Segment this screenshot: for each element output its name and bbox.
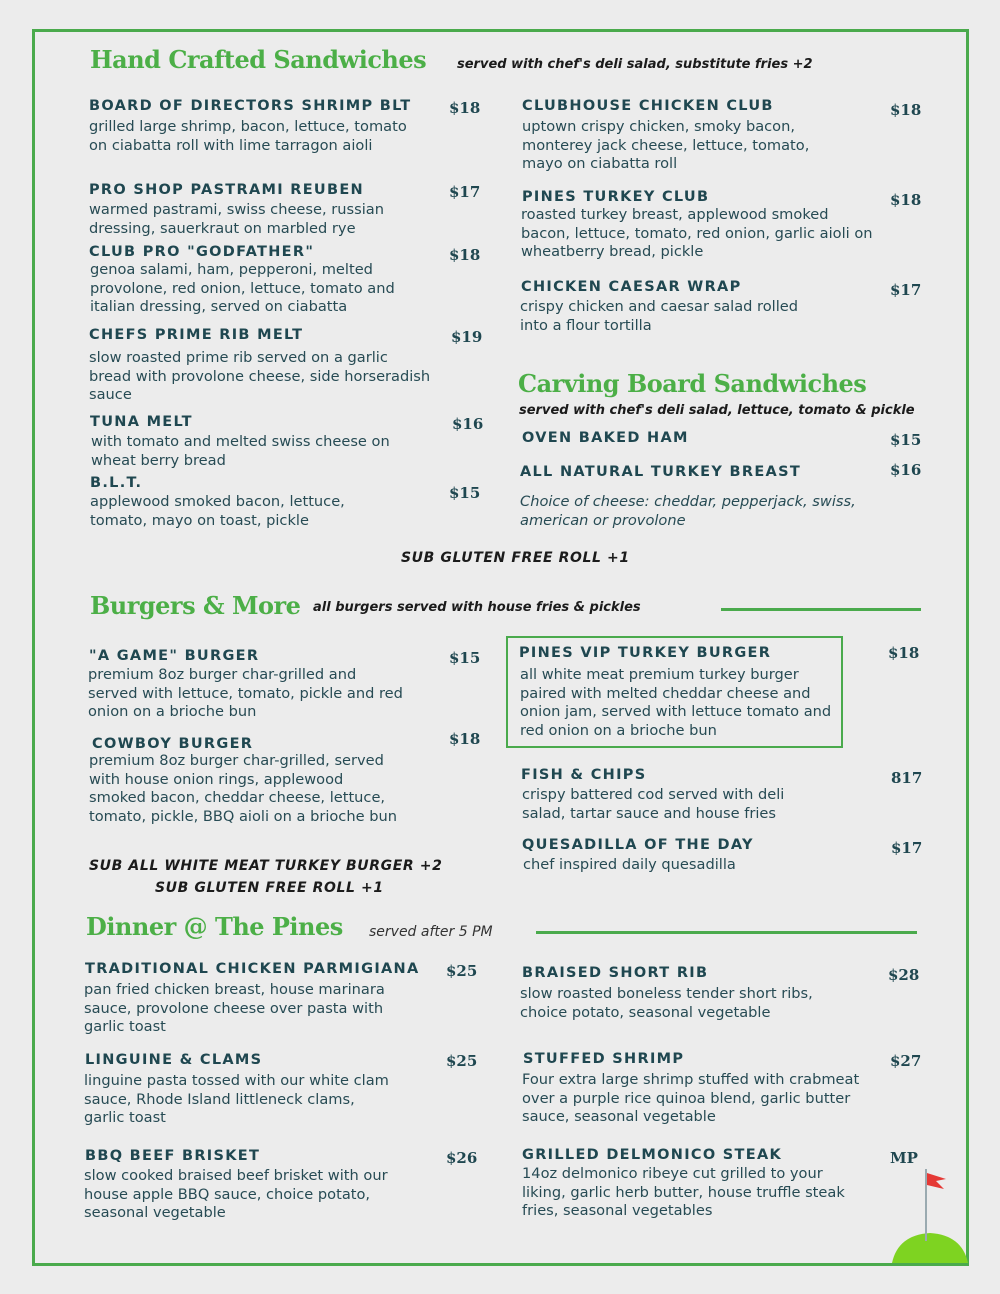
item-description: slow cooked braised beef brisket with our house apple BBQ sauce, choice potato, seasonal vegetable (84, 1167, 388, 1221)
item-name: OVEN BAKED HAM (522, 430, 689, 446)
item-description: Four extra large shrimp stuffed with crabmeat over a purple rice quinoa blend, garlic butter sauce, seasonal vegetable (522, 1071, 860, 1125)
item-description: roasted turkey breast, applewood smoked bacon, lettuce, tomato, red onion, garlic aioli on wheatberry bread, pickle (521, 206, 873, 260)
item-description: genoa salami, ham, pepperoni, melted provolone, red onion, lettuce, tomato and italian dressing, served on ciabatta (90, 261, 395, 315)
section-title-carving: Carving Board Sandwiches (518, 369, 867, 398)
gluten-free-note: SUB GLUTEN FREE ROLL +1 (401, 550, 630, 566)
section-subtitle-sandwiches: served with chef's deli salad, substitute fries +2 (457, 57, 813, 72)
item-price: $19 (451, 328, 483, 346)
item-name: "A GAME" BURGER (89, 648, 260, 664)
item-price: $18 (890, 101, 922, 119)
item-price: $25 (446, 1052, 478, 1070)
item-price: 817 (891, 769, 923, 787)
item-description: chef inspired daily quesadilla (523, 856, 736, 873)
turkey-substitute-note: SUB ALL WHITE MEAT TURKEY BURGER +2 (89, 858, 443, 874)
item-name: PINES VIP TURKEY BURGER (519, 645, 772, 661)
item-name: GRILLED DELMONICO STEAK (522, 1147, 783, 1163)
item-description: all white meat premium turkey burger paired with melted cheddar cheese and onion jam, served with lettuce tomato and red onion on a brioche bun (520, 666, 832, 739)
section-subtitle-dinner: served after 5 PM (369, 924, 493, 940)
item-name: CLUBHOUSE CHICKEN CLUB (522, 98, 774, 114)
item-description: applewood smoked bacon, lettuce, tomato, mayo on toast, pickle (90, 493, 345, 529)
section-subtitle-carving: served with chef's deli salad, lettuce, tomato & pickle (519, 403, 915, 418)
gluten-free-note: SUB GLUTEN FREE ROLL +1 (155, 880, 384, 896)
section-subtitle-burgers: all burgers served with house fries & pickles (313, 600, 641, 615)
item-description: pan fried chicken breast, house marinara sauce, provolone cheese over pasta with garlic toast (84, 981, 385, 1035)
item-price: $15 (449, 484, 481, 502)
item-price: $18 (449, 730, 481, 748)
section-title-dinner: Dinner @ The Pines (86, 912, 343, 941)
golf-flag-icon (890, 1165, 970, 1265)
item-price: $17 (891, 839, 923, 857)
item-price: $28 (888, 966, 920, 984)
item-description: warmed pastrami, swiss cheese, russian dressing, sauerkraut on marbled rye (89, 201, 384, 237)
item-price: $16 (890, 461, 922, 479)
item-description: grilled large shrimp, bacon, lettuce, tomato on ciabatta roll with lime tarragon aioli (89, 118, 407, 154)
item-price: $15 (449, 649, 481, 667)
item-name: LINGUINE & CLAMS (85, 1052, 263, 1068)
section-divider (536, 931, 917, 934)
item-name: BRAISED SHORT RIB (522, 965, 709, 981)
item-description: slow roasted boneless tender short ribs, choice potato, seasonal vegetable (520, 985, 813, 1021)
section-divider (721, 608, 921, 611)
section-title-burgers: Burgers & More (90, 591, 301, 620)
item-description: uptown crispy chicken, smoky bacon, monterey jack cheese, lettuce, tomato, mayo on ciabatta roll (522, 118, 810, 172)
item-description: crispy battered cod served with deli salad, tartar sauce and house fries (522, 786, 785, 822)
item-name: TRADITIONAL CHICKEN PARMIGIANA (85, 961, 420, 977)
item-price: MP (890, 1149, 918, 1167)
item-name: BBQ BEEF BRISKET (85, 1148, 261, 1164)
item-name: CLUB PRO "GODFATHER" (89, 244, 315, 260)
item-name: PINES TURKEY CLUB (522, 189, 710, 205)
item-price: $18 (449, 99, 481, 117)
item-name: TUNA MELT (90, 414, 193, 430)
item-description: premium 8oz burger char-grilled, served with house onion rings, applewood smoked bacon, cheddar cheese, lettuce, tomato, pickle, BBQ aioli on a brioche bun (89, 752, 397, 825)
item-name: CHEFS PRIME RIB MELT (89, 327, 304, 343)
item-price: $27 (890, 1052, 922, 1070)
item-description: linguine pasta tossed with our white clam sauce, Rhode Island littleneck clams, garlic toast (84, 1072, 389, 1126)
item-name: COWBOY BURGER (92, 736, 254, 752)
item-description: with tomato and melted swiss cheese on wheat berry bread (91, 433, 390, 469)
section-title-sandwiches: Hand Crafted Sandwiches (90, 45, 427, 74)
item-price: $15 (890, 431, 922, 449)
item-name: ALL NATURAL TURKEY BREAST (520, 464, 802, 480)
item-name: B.L.T. (90, 475, 143, 491)
item-price: $17 (449, 183, 481, 201)
item-name: STUFFED SHRIMP (523, 1051, 685, 1067)
item-price: $16 (452, 415, 484, 433)
item-description: crispy chicken and caesar salad rolled into a flour tortilla (520, 298, 799, 334)
item-price: $18 (890, 191, 922, 209)
item-description: slow roasted prime rib served on a garlic bread with provolone cheese, side horseradish sauce (89, 349, 431, 403)
item-price: $25 (446, 962, 478, 980)
item-price: $18 (449, 246, 481, 264)
item-description: premium 8oz burger char-grilled and served with lettuce, tomato, pickle and red onion on a brioche bun (88, 666, 403, 720)
item-name: PRO SHOP PASTRAMI REUBEN (89, 182, 364, 198)
item-name: CHICKEN CAESAR WRAP (521, 279, 742, 295)
item-price: $26 (446, 1149, 478, 1167)
item-price: $18 (888, 644, 920, 662)
item-description: 14oz delmonico ribeye cut grilled to your liking, garlic herb butter, house truffle steak fries, seasonal vegetables (522, 1165, 845, 1219)
item-name: QUESADILLA OF THE DAY (522, 837, 754, 853)
item-price: $17 (890, 281, 922, 299)
item-name: BOARD OF DIRECTORS SHRIMP BLT (89, 98, 412, 114)
item-name: FISH & CHIPS (521, 767, 647, 783)
cheese-choice-note: Choice of cheese: cheddar, pepperjack, swiss, american or provolone (520, 493, 856, 529)
